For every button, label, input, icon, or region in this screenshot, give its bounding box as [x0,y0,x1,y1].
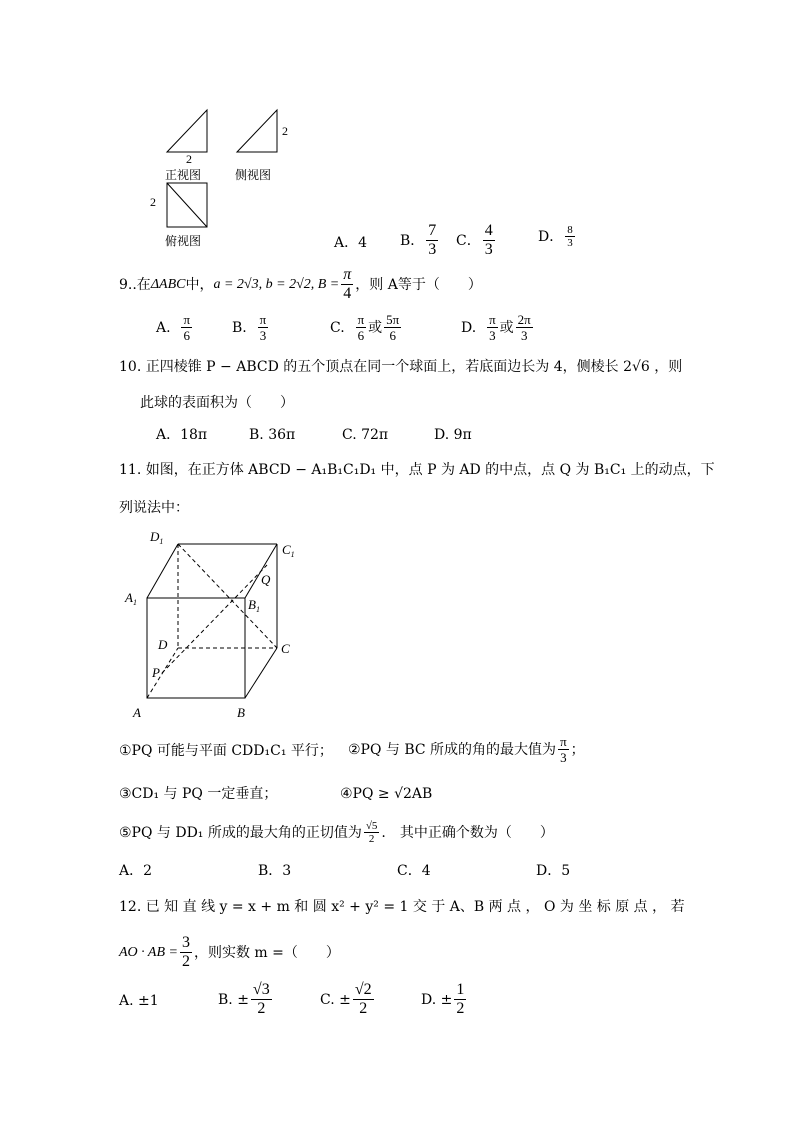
q9-d-or: 或 [499,319,514,336]
q12-option-b [218,981,274,1018]
label-d: D [158,637,168,652]
edge-b-c [245,648,277,698]
label-p: P [152,665,160,680]
q10-stem-line1: 10. 正四棱锥 P − ABCD 的五个顶点在同一个球面上，若底面边长为 4，侧棱长 2√6 ，则 [119,359,683,375]
q9-option-c-fraction2 [384,312,401,343]
q8-option-a: A．4 [334,235,368,251]
q9-d-num1: π [489,312,496,327]
q12-b-den: 2 [257,1000,266,1017]
q9-option-b [232,312,270,343]
q8-option-c-prefix: C． [456,232,481,249]
q8-d-den: 3 [567,237,573,249]
side-view-dimension: 2 [282,124,288,138]
label-q: Q [261,572,271,587]
q9-option-c-fraction1 [356,312,367,343]
q9-b-den: 3 [259,328,267,343]
q9-option-a-label: A. [156,319,171,336]
q11-s5-num: √5 [365,820,378,832]
q9-d-den1: 3 [489,328,496,343]
q11-option-c: C．4 [397,863,431,879]
label-b1 [248,597,260,614]
label-b1-main: B [248,597,256,612]
q9-option-c [330,312,403,343]
q8-option-d-fraction [565,224,575,249]
label-b: B [237,705,245,720]
label-d1-main: D [150,529,160,544]
q12-c-den: 2 [359,1000,368,1017]
q11-s2-post: ； [570,741,585,758]
q11-stem-line1: 11. 如图，在正方体 ABCD − A₁B₁C₁D₁ 中，点 P 为 AD 的中点，点 Q 为 B₁C₁ 上的动点，下 [119,462,715,478]
q12-b-num: √3 [252,981,270,998]
q11-s2-den: 3 [560,750,567,765]
q9-c-num2: 5π [386,312,400,327]
q9-d-num2: 2π [517,312,531,327]
q12-c-num: √2 [354,981,372,998]
q8-option-d [538,224,577,249]
edge-a1-d1 [147,544,178,598]
label-a1 [124,590,137,607]
q8-b-den: 3 [428,241,437,258]
q12-option-c [320,981,376,1018]
q11-option-b: B．3 [258,863,292,879]
q11-s5-den: 2 [368,833,375,845]
q10-option-d: D. 9π [434,427,472,443]
q8-option-b-fraction [426,222,438,259]
q9-option-d-fraction1 [487,312,498,343]
diagonal-d1-c-hidden [178,544,277,648]
q9-d-den2: 3 [520,328,528,343]
q9-c-num1: π [357,312,365,327]
q11-statement-5 [119,820,554,845]
q11-s2-fraction [558,734,569,765]
q12-vector-expression: AO · AB = [119,944,178,960]
q12-c-fraction [353,981,374,1018]
label-c1 [282,542,295,559]
q11-s2-pre: ②PQ 与 BC 所成的角的最大值为 [348,741,557,758]
q9-c-den2: 6 [389,328,396,343]
q12-d-pre: D. ± [421,991,453,1008]
q11-s5-pre: ⑤PQ 与 DD₁ 所成的最大角的正切值为 [119,824,362,841]
q9-c-den1: 6 [357,328,365,343]
q9-option-a [156,312,194,343]
q9-pi: π [343,266,352,283]
q9-option-d-label: D. [461,319,477,336]
label-a: A [133,705,141,720]
front-view-triangle [167,110,207,152]
q8-option-b-prefix: B． [400,232,425,249]
q8-option-c [456,222,497,259]
q12-b-fraction [251,981,272,1018]
q9-four: 4 [343,285,352,302]
q12-d-num: 1 [456,981,465,998]
q9-c-or: 或 [368,319,383,336]
q9-number: 9. [119,276,133,293]
q8-b-num: 7 [428,222,437,239]
side-view-label: 侧视图 [235,168,272,182]
label-d1-sub: 1 [159,537,164,546]
label-a1-main: A [125,590,133,605]
q10-option-b: B. 36π [249,427,296,443]
q9-option-d-fraction2 [516,312,533,343]
q12-fraction [180,934,192,971]
q12-stem-line2 [119,934,340,971]
label-c1-main: C [282,542,291,557]
q12-frac-num: 3 [181,934,190,951]
q12-line2-tail: ，则实数 m =（ ） [193,944,340,961]
q12-d-den: 2 [456,1000,465,1017]
q10-option-c: C. 72π [342,427,389,443]
top-view-dimension: 2 [150,195,156,209]
q12-frac-den: 2 [181,953,190,970]
q9-zhong: 中， [185,276,214,293]
q9-triangle: ΔABC [150,276,186,292]
front-view-dimension: 2 [186,152,192,166]
label-a1-sub: 1 [132,598,137,607]
q12-option-d [421,981,468,1018]
q12-b-pre: B. ± [218,991,249,1008]
q9-option-b-label: B. [232,319,247,336]
q11-statement-4: ④PQ ≥ √2AB [340,786,433,802]
q8-d-num: 8 [567,224,573,236]
q11-s5-fraction [364,820,380,845]
top-view-label: 俯视图 [165,234,202,248]
q12-option-a: A. ±1 [119,993,159,1009]
side-view-triangle [237,110,277,152]
q9-option-c-label: C. [330,319,345,336]
q8-option-c-fraction [483,222,495,259]
q10-stem-line2: 此球的表面积为（ ） [140,395,294,411]
q9-tail: ，则 A等于（ ） [355,276,482,293]
q9-lead: .在 [132,276,151,293]
q9-a-num: π [183,312,191,327]
q10-option-a: A．18π [156,427,208,443]
q12-stem-line1: 12. 已 知 直 线 y = x + m 和 圆 x² + y² = 1 交 于 A、B 两 点 ， O 为 坐 标 原 点 ， 若 [119,899,685,915]
q12-c-pre: C. ± [320,991,351,1008]
q12-d-fraction [454,981,466,1018]
label-c: C [281,641,290,656]
q9-option-b-fraction [258,312,269,343]
q11-statement-1: ①PQ 可能与平面 CDD₁C₁ 平行； [119,743,333,759]
q8-c-den: 3 [484,241,493,258]
q9-option-d [461,312,535,343]
q11-statement-3: ③CD₁ 与 PQ 一定垂直； [119,786,278,802]
front-view-label: 正视图 [165,168,202,182]
label-d1 [149,529,163,546]
q8-c-num: 4 [484,222,493,239]
q9-conditions: a = 2√3, b = 2√2, B = [213,276,340,292]
q9-b-num: π [259,312,267,327]
q11-s2-num: π [560,734,567,749]
q11-statement-2 [348,734,585,765]
label-b1-sub: 1 [255,605,260,614]
q11-s5-post: . 其中正确个数为（ ） [381,824,554,841]
q9-stem [119,266,482,303]
top-view-diagonal [167,183,207,227]
cube-diagram [120,525,310,725]
label-c1-sub: 1 [290,550,295,559]
q9-a-den: 6 [183,328,190,343]
q11-option-a: A．2 [119,863,153,879]
q9-b-fraction [341,266,353,303]
q9-option-a-fraction [181,312,192,343]
q11-stem-line2: 列说法中： [119,500,189,516]
q8-option-d-prefix: D． [538,228,564,245]
q11-option-d: D．5 [536,863,571,879]
q8-option-b [400,222,440,259]
